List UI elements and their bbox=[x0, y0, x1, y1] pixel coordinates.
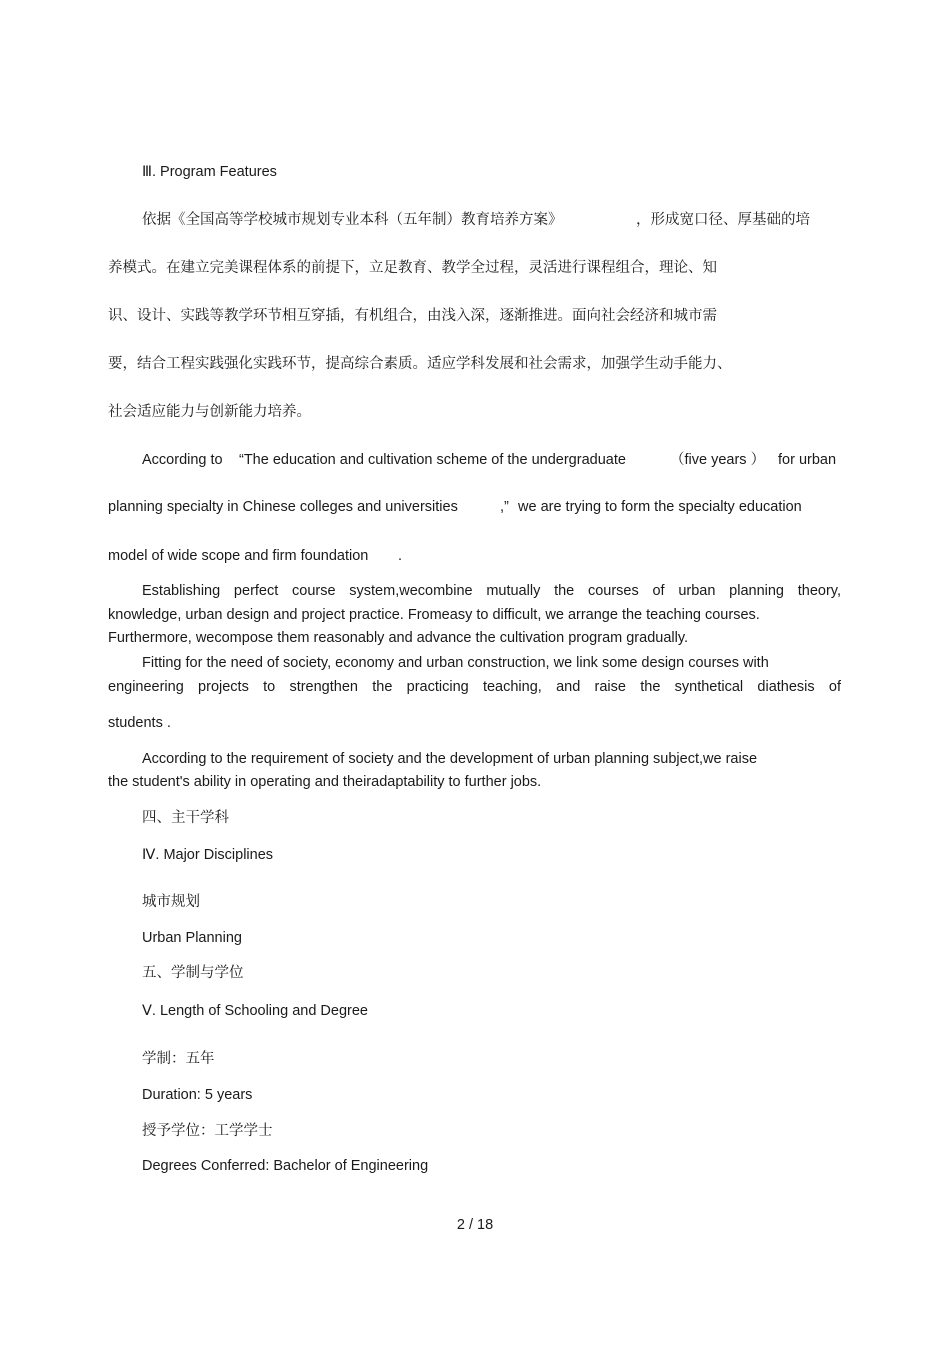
en-p3-line-1: Fitting for the need of society, economy and urban construction, we link some design courses with bbox=[142, 655, 769, 671]
en-p1-line-2b: ,” bbox=[500, 499, 509, 515]
en-p1-line-3b: . bbox=[398, 548, 403, 564]
degree-en: Degrees Conferred: Bachelor of Engineering bbox=[142, 1158, 429, 1174]
section-4-heading-en: Ⅳ. Major Disciplines bbox=[142, 847, 274, 863]
page-number: 2 / 18 bbox=[456, 1217, 494, 1233]
cn-paragraph-line-3: 识、设计、实践等教学环节相互穿插，有机组合，由浅入深，逐渐推进。面向社会经济和城市需 bbox=[108, 308, 717, 324]
en-p2-line-2: knowledge, urban design and project practice. Fromeasy to difficult, we arrange the teaching courses. bbox=[108, 607, 760, 623]
en-p2-line-3: Furthermore, wecompose them reasonably and advance the cultivation program gradually. bbox=[108, 630, 689, 646]
degree-cn: 授予学位：工学学士 bbox=[142, 1123, 273, 1139]
en-p1-line-1a: According to bbox=[142, 452, 223, 468]
en-p3-line-2: engineering projects to strengthen the practicing teaching, and raise the synthetical diathesis of bbox=[108, 679, 841, 695]
duration-en: Duration: 5 years bbox=[142, 1087, 253, 1103]
cn-paragraph-line-4: 要，结合工程实践强化实践环节，提高综合素质。适应学科发展和社会需求，加强学生动手能力、 bbox=[108, 356, 732, 372]
cn-paragraph-line-1a: 依据《全国高等学校城市规划专业本科（五年制）教育培养方案》 bbox=[142, 212, 563, 228]
en-p2-line-1: Establishing perfect course system,wecombine mutually the courses of urban planning theory, bbox=[142, 583, 841, 599]
section-5-heading-cn: 五、学制与学位 bbox=[142, 965, 244, 981]
section-3-heading: Ⅲ. Program Features bbox=[142, 164, 277, 180]
cn-paragraph-line-2: 养模式。在建立完美课程体系的前提下，立足教育、教学全过程，灵活进行课程组合，理论、知 bbox=[108, 260, 717, 276]
section-5-heading-en: Ⅴ. Length of Schooling and Degree bbox=[142, 1003, 368, 1019]
en-p1-line-2c: we are trying to form the specialty education bbox=[518, 499, 802, 515]
en-p1-line-1d: for urban bbox=[778, 452, 837, 468]
cn-paragraph-line-1b: ，形成宽口径、厚基础的培 bbox=[636, 212, 810, 228]
en-p1-line-3a: model of wide scope and firm foundation bbox=[108, 548, 369, 564]
en-p4-line-2: the student's ability in operating and theiradaptability to further jobs. bbox=[108, 774, 542, 790]
major-discipline-cn: 城市规划 bbox=[142, 894, 200, 910]
en-p1-line-2a: planning specialty in Chinese colleges and universities bbox=[108, 499, 458, 515]
en-p1-line-1b: “The education and cultivation scheme of the undergraduate bbox=[239, 452, 626, 468]
section-4-heading-cn: 四、主干学科 bbox=[142, 810, 229, 826]
duration-cn: 学制：五年 bbox=[142, 1051, 215, 1067]
en-p1-line-1c: （five years ） bbox=[670, 452, 766, 468]
en-p4-line-1: According to the requirement of society and the development of urban planning subject,we raise bbox=[142, 751, 758, 767]
major-discipline-en: Urban Planning bbox=[142, 930, 242, 946]
en-p3-line-3: students . bbox=[108, 715, 171, 731]
cn-paragraph-line-5: 社会适应能力与创新能力培养。 bbox=[108, 404, 311, 420]
